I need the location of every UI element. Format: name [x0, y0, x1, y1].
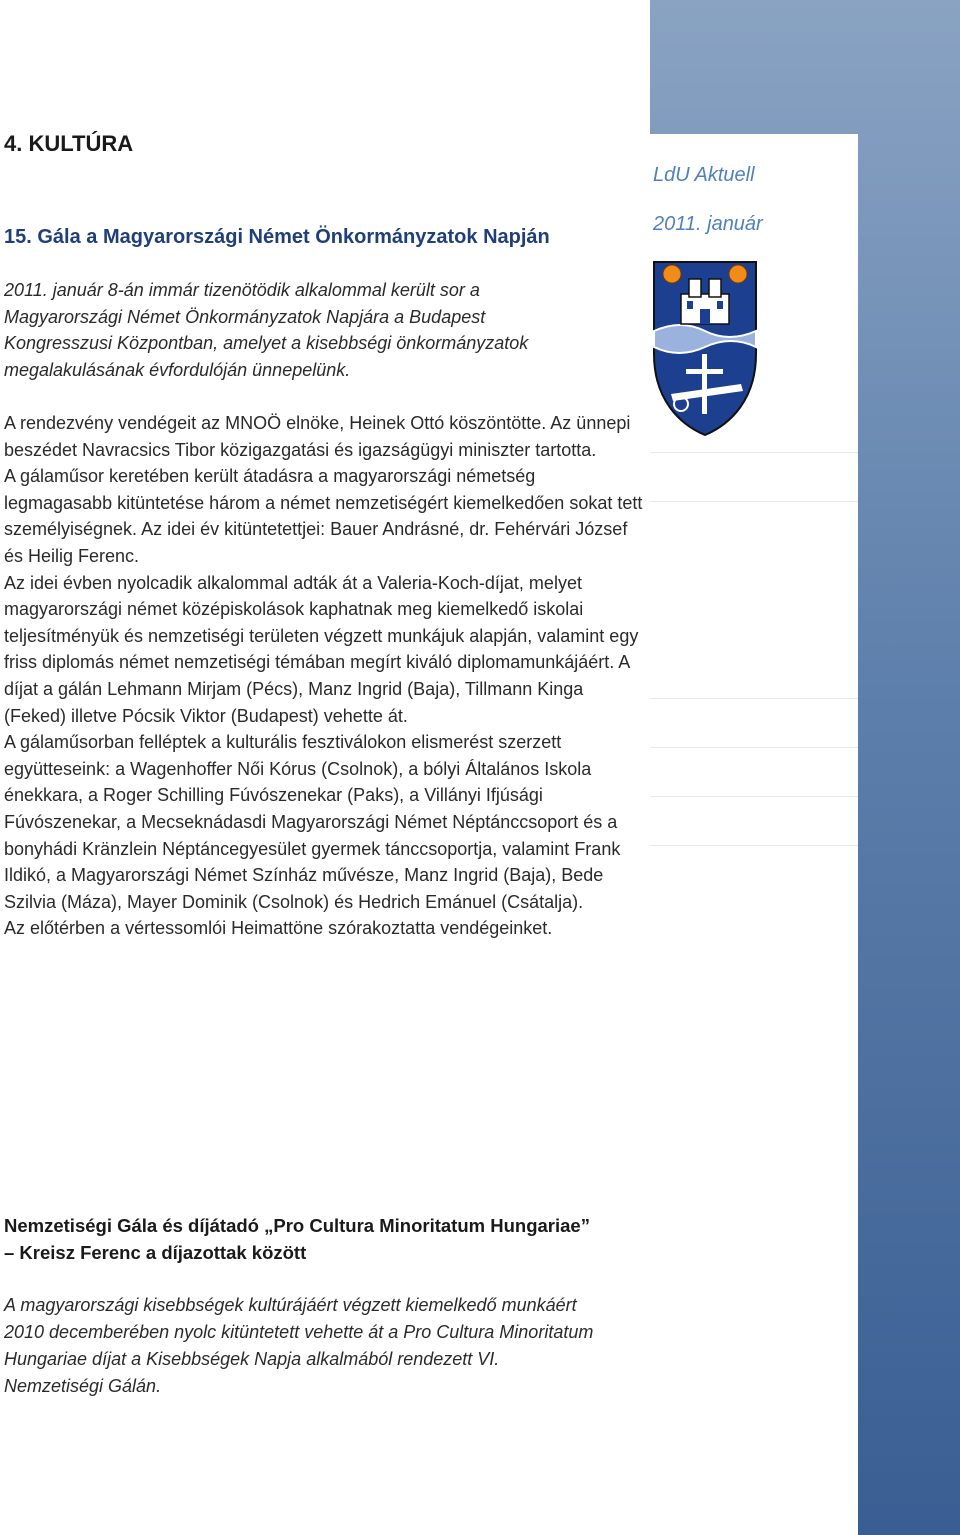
sidebar-divider	[650, 501, 858, 502]
paragraph: Az idei évben nyolcadik alkalommal adták át a Valeria-Koch-díjat, melyet magyarországi német középiskolások kaphatnak meg kiemelkedő iskolai teljesítményük és nemzetiségi területen végzett munkájuk alapján, valamint egy friss diplomás német nemzetiségi témában megírt kiváló diplomamunkájáért. A díjat a gálán Lehmann Mirjam (Pécs), Manz Ingrid (Baja), Tillmann Kinga (Feked) illetve Pócsik Viktor (Budapest) vehette át.	[4, 572, 639, 726]
sidebar-divider	[650, 845, 858, 846]
coat-of-arms-icon	[651, 259, 759, 437]
newsletter-title: LdU Aktuell	[653, 164, 755, 186]
second-article-intro: A magyarországi kisebbségek kultúrájáért végzett kiemelkedő munkáért 2010 decemberében nyolc kitüntetett vehette át a Pro Cultura Minoritatum Hungariae díjat a Kisebbségek Napja alkalmából rendezett VI. Nemzetiségi Gálán.	[4, 1295, 594, 1396]
paragraph: Az előtérben a vértessomlói Heimattöne szórakoztatta vendégeinket.	[4, 918, 553, 939]
paragraph: A gálaműsor keretében került átadásra a magyarországi németség legmagasabb kitüntetése három a német nemzetiségért kiemelkedően sokat tett személyiségnek. Az idei év kitüntetettjei: Bauer Andrásné, dr. Fehérvári József és Heilig Ferenc.	[4, 466, 643, 566]
section-title: 4. KULTÚRA	[4, 131, 134, 156]
sidebar-divider	[650, 698, 858, 699]
article-intro: 2011. január 8-án immár tizenötödik alkalommal került sor a Magyarországi Német Önkormányzatok Napjára a Budapest Kongresszusi Központban, amelyet a kisebbségi önkormányzatok megalakulásának évfordulóján ünnepelünk.	[4, 280, 529, 380]
article-body	[4, 410, 644, 942]
newsletter-date: 2011. január	[653, 213, 763, 235]
sidebar-divider	[650, 747, 858, 748]
second-article-title: Nemzetiségi Gála és díjátadó „Pro Cultura Minoritatum Hungariae” – Kreisz Ferenc a díjazottak között	[4, 1215, 590, 1263]
paragraph: A rendezvény vendégeit az MNOÖ elnöke, Heinek Ottó köszöntötte. Az ünnepi beszédet Navracsics Tibor közigazgatási és igazságügyi miniszter tartotta.	[4, 413, 631, 460]
paragraph: A gálaműsorban felléptek a kulturális fesztiválokon elismerést szerzett együtteseink: a Wagenhoffer Női Kórus (Csolnok), a bólyi Általános Iskola énekkara, a Roger Schilling Fúvószenekar (Paks), a Villányi Ifjúsági Fúvószenekar, a Mecseknádasdi Magyarországi Német Néptánccsoport és a bonyhádi Kränzlein Néptáncegyesület gyermek tánccsoportja, valamint Frank Ildikó, a Magyarországi Német Színház művésze, Manz Ingrid (Baja), Bede Szilvia (Máza), Mayer Dominik (Csolnok) és Hedrich Emánuel (Csátalja).	[4, 732, 621, 912]
article-title: 15. Gála a Magyarországi Német Önkormányzatok Napján	[4, 226, 550, 248]
sidebar-divider	[650, 796, 858, 797]
sidebar-divider	[650, 452, 858, 453]
